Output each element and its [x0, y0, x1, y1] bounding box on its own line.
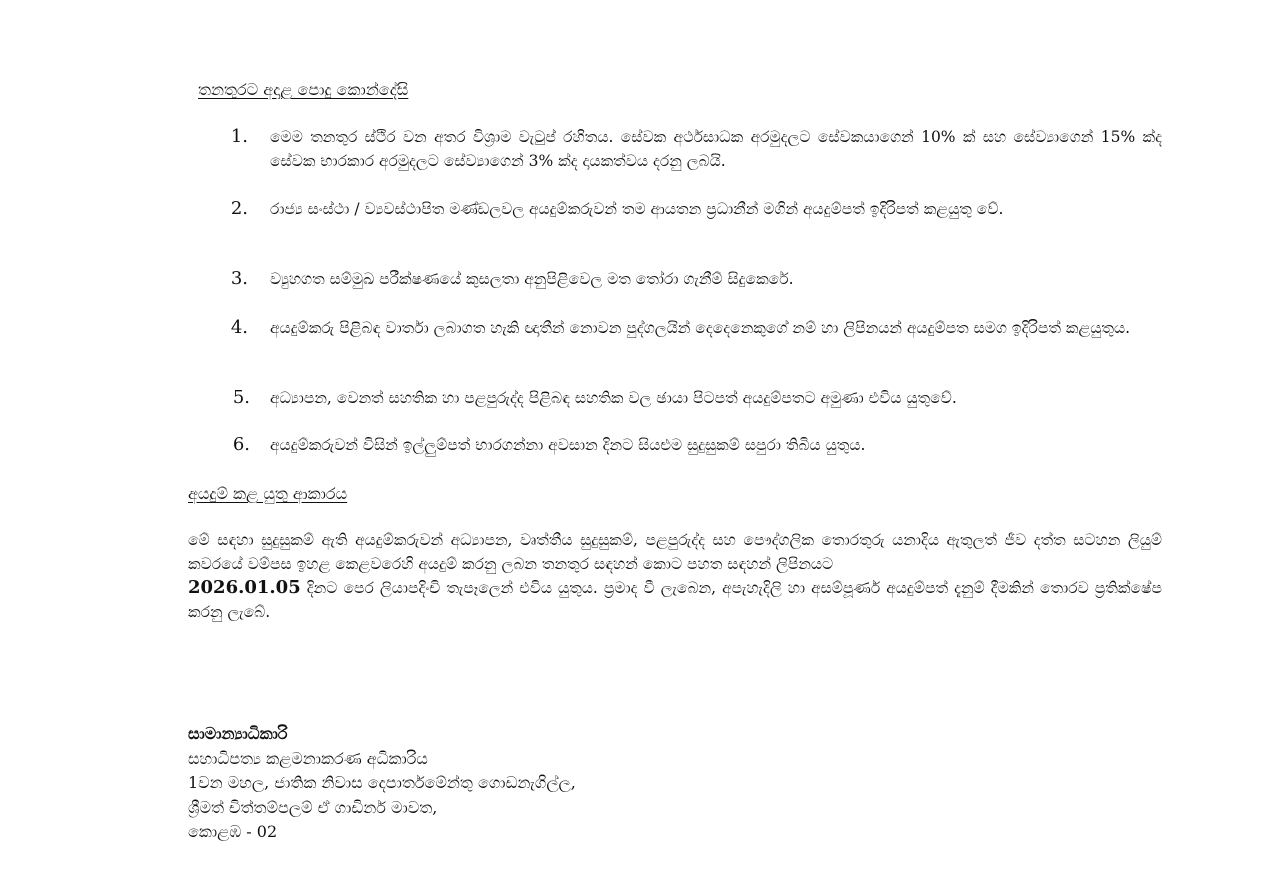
- postal-address: [188, 722, 576, 845]
- address-street: ශ්‍රීමත් චිත්තම්පලම් ඒ ගාඩිනර් මාවත,: [188, 797, 438, 817]
- deadline-date: 2026.01.05: [188, 577, 301, 598]
- address-organization: සහාධිපත්‍ය කළමනාකරණ අධිකාරිය: [188, 748, 428, 768]
- condition-text: අධ්‍යාපන, වෙනත් සහතික හා පළපුරුද්ද පිළිබඳ සහතික වල ඡායා පිටපත් අයදුම්පතට අමුණා එවිය යුතුවේ.: [270, 389, 957, 407]
- condition-number: 1.: [230, 126, 248, 147]
- how-to-apply-paragraph: [188, 528, 1162, 624]
- apply-text-after-date: දිනට පෙර ලියාපදිංචි තැපෑලෙන් එවිය යුතුය. ප්‍රමාද වී ලැබෙන, අපැහැදිලි හා අසම්පූර්ණ අයදුම්පත් දැනුම් දීමකින් තොරව ප්‍රතික්ෂේප කරනු ලැබේ.: [188, 579, 1162, 621]
- how-to-apply-heading: අයදුම් කළ යුතු ආකාරය: [188, 484, 348, 503]
- condition-number: 2.: [230, 198, 248, 219]
- apply-text-before-date: මේ සඳහා සුදුසුකම් ඇති අයදුම්කරුවන් අධ්‍යාපන, වෘත්තීය සුදුසුකම්, පළපුරුද්ද සහ පෞද්ගලික තොරතුරු යනාදිය ඇතුලත් ජීව දත්ත සටහන ලියුම් කවරයේ වම්පස ඉහළ කෙළවරෙහි අයදුම් කරනු ලබන තනතුර සඳහන් කොට පහත සඳහන් ලිපිනයට: [188, 531, 1162, 573]
- address-city: කොළඹ - 02: [188, 822, 278, 841]
- address-building: 1වන මහල, ජාතික නිවාස දෙපාර්තමේන්තු ගොඩනැගිල්ල,: [188, 773, 576, 792]
- general-conditions-heading: තනතුරට අදාළ පොදු කොන්දේසි: [198, 80, 409, 99]
- condition-text: අයදුම්කරු පිළිබඳ වාර්තා ලබාගත හැකි ඥාතීන් නොවන පුද්ගලයින් දෙදෙනෙකුගේ නම් හා ලිපිනයන් අයදුම්පත සමග ඉදිරිපත් කළයුතුය.: [270, 319, 1131, 337]
- condition-text: රාජ්‍ය සංස්ථා / ව්‍යවස්ථාපිත මණ්ඩලවල අයදුම්කරුවන් තම ආයතන ප්‍රධානීන් මගින් අයදුම්පත් ඉදිරිපත් කළයුතු වේ.: [270, 200, 1004, 218]
- address-title: සාමාන්‍යාධිකාරි: [188, 724, 288, 743]
- condition-text: මෙම තනතුර ස්ථිර වන අතර විශ්‍රාම වැටුප් රහිතය. සේවක අර්ථසාධක අරමුදලට සේවකයාගෙන් 10% ක් සහ සේව්‍යාගෙන් 15% ක්ද සේවක භාරකාර අරමුදලට සේව්‍යාගෙන් 3% ක්ද දායකත්වය දරනු ලබයි.: [270, 128, 1162, 170]
- condition-number: 5.: [232, 387, 250, 408]
- condition-text: අයදුම්කරුවන් විසින් ඉල්ලුම්පත් භාරගන්නා අවසාන දිනට සියළුම සුදුසුකම් සපුරා තිබිය යුතුය.: [270, 436, 866, 454]
- condition-text: ව්‍යුහගත සම්මුඛ පරීක්ෂණයේ කුසලතා අනුපිළිවෙල මත තෝරා ගැනීම් සිදුකෙරේ.: [270, 270, 794, 288]
- condition-number: 4.: [230, 317, 248, 338]
- condition-number: 6.: [232, 434, 250, 455]
- condition-number: 3.: [230, 268, 248, 289]
